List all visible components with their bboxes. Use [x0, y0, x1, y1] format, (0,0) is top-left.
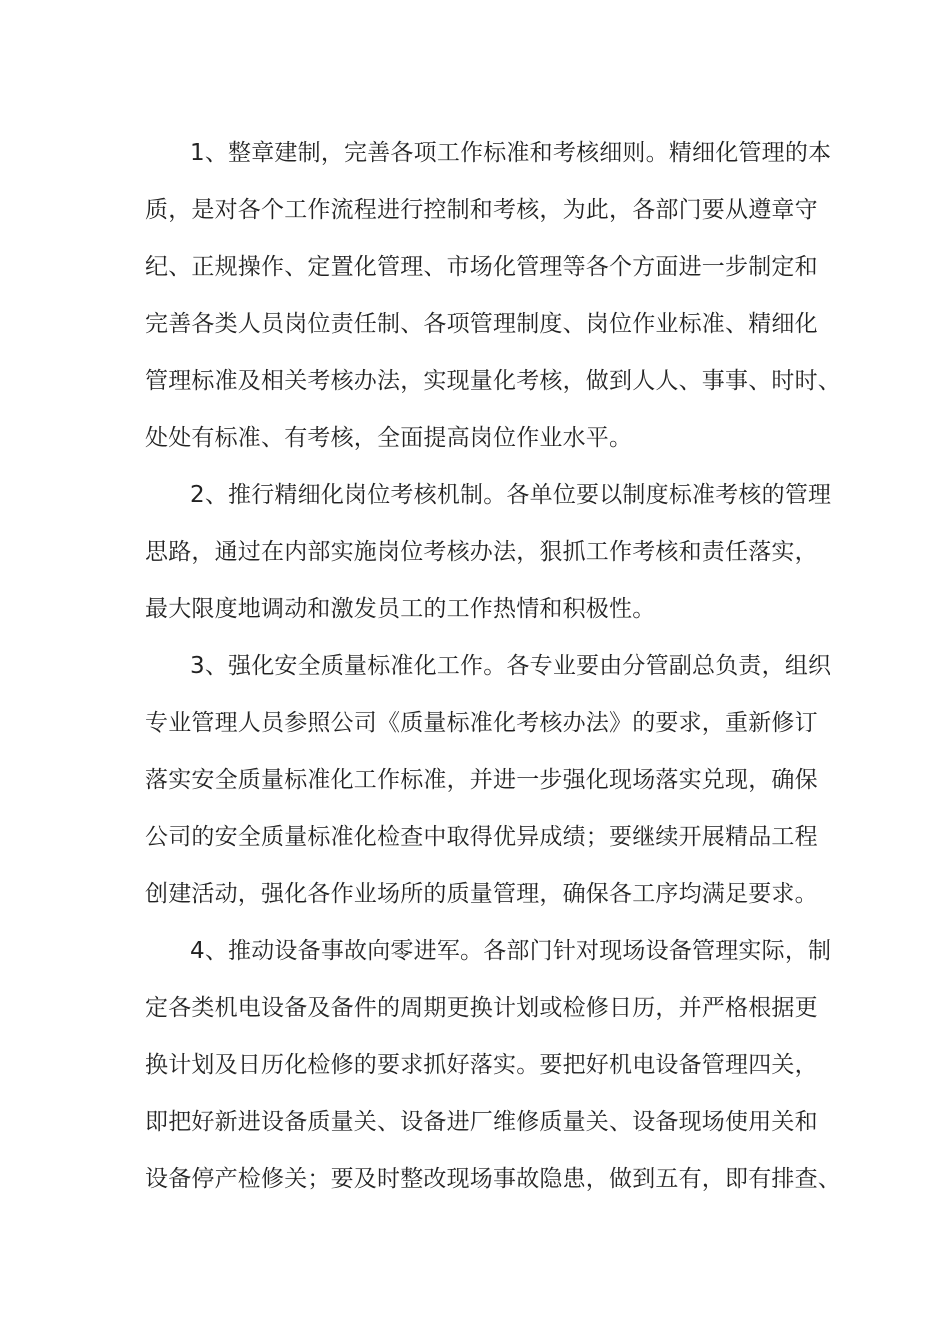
- paragraph-2-line-3: 最大限度地调动和激发员工的工作热情和积极性。: [145, 596, 656, 622]
- paragraph-1-line-4: 完善各类人员岗位责任制、各项管理制度、岗位作业标准、精细化: [145, 311, 818, 337]
- paragraph-3-line-2: 专业管理人员参照公司《质量标准化考核办法》的要求，重新修订: [145, 710, 818, 736]
- paragraph-4-line-4: 即把好新进设备质量关、设备进厂维修质量关、设备现场使用关和: [145, 1109, 818, 1135]
- paragraph-4-line-3: 换计划及日历化检修的要求抓好落实。要把好机电设备管理四关，: [145, 1052, 818, 1078]
- paragraph-3-line-4: 公司的安全质量标准化检查中取得优异成绩；要继续开展精品工程: [145, 824, 818, 850]
- paragraph-1-line-6: 处处有标准、有考核，全面提高岗位作业水平。: [145, 425, 633, 451]
- paragraph-1-line-2: 质，是对各个工作流程进行控制和考核，为此，各部门要从遵章守: [145, 197, 818, 223]
- paragraph-3-line-5: 创建活动，强化各作业场所的质量管理，确保各工序均满足要求。: [145, 881, 818, 907]
- paragraph-2-line-2: 思路，通过在内部实施岗位考核办法，狠抓工作考核和责任落实，: [145, 539, 818, 565]
- paragraph-1-line-5: 管理标准及相关考核办法，实现量化考核，做到人人、事事、时时、: [145, 368, 841, 394]
- paragraph-3-line-3: 落实安全质量标准化工作标准，并进一步强化现场落实兑现，确保: [145, 767, 818, 793]
- paragraph-4-line-5: 设备停产检修关；要及时整改现场事故隐患，做到五有，即有排查、: [145, 1166, 841, 1192]
- paragraph-1-line-1: 1、整章建制，完善各项工作标准和考核细则。精细化管理的本: [190, 140, 832, 166]
- paragraph-4-line-2: 定各类机电设备及备件的周期更换计划或检修日历，并严格根据更: [145, 995, 818, 1021]
- paragraph-1-line-3: 纪、正规操作、定置化管理、市场化管理等各个方面进一步制定和: [145, 254, 818, 280]
- paragraph-2-line-1: 2、推行精细化岗位考核机制。各单位要以制度标准考核的管理: [190, 482, 832, 508]
- paragraph-4-line-1: 4、推动设备事故向零进军。各部门针对现场设备管理实际，制: [190, 938, 832, 964]
- paragraph-3-line-1: 3、强化安全质量标准化工作。各专业要由分管副总负责，组织: [190, 653, 832, 679]
